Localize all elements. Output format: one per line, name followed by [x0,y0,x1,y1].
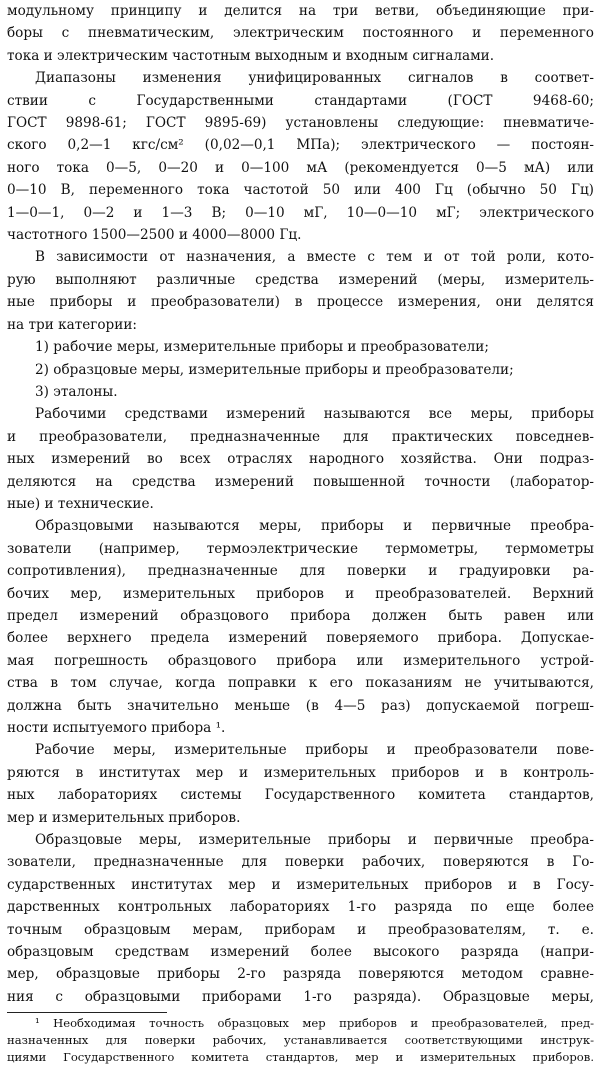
text-line: боры с пневматическим, электрическим постоянного и переменного [7,25,594,42]
text-line: Рабочими средствами измерений называются все меры, приборы [35,406,594,423]
text-line: зователи, предназначенные для поверки рабочих, поверяются в Го- [7,854,594,871]
text-line: Образцовые меры, измерительные приборы и первичные преобра- [35,832,594,849]
text-line: 0—10 В, переменного тока частотой 50 или 400 Гц (обычно 50 Гц) [7,182,594,199]
text-line: ГОСТ 9898-61; ГОСТ 9895-69) установлены следующие: пневматиче- [7,115,594,132]
text-line: ные приборы и преобразователи) в процессе измерения, они делятся [7,294,594,311]
text-line: деляются на средства измерений повышенной точности (лаборатор- [7,473,594,490]
text-line: 2) образцовые меры, измерительные приборы и преобразователи; [35,361,514,378]
text-line: В зависимости от назначения, а вместе с тем и от той роли, кото- [35,249,594,266]
text-line: должна быть значительно меньше (в 4—5 раз) допускаемой погреш- [7,697,594,714]
text-line: Образцовыми называются меры, приборы и первичные преобра- [35,518,594,535]
text-line: модульному принципу и делится на три ветви, объединяющие при- [7,3,594,19]
text-line: мая погрешность образцового прибора или измерительного устрой- [7,652,594,669]
text-line: 3) эталоны. [35,383,118,400]
text-line: Рабочие меры, измерительные приборы и преобразователи пове- [35,742,594,759]
text-line: бочих мер, измерительных приборов и преобразователей. Верхний [7,585,594,602]
text-line: ряются в институтах мер и измерительных приборов и в контроль- [7,764,594,781]
text-line: и преобразователи, предназначенные для практических повседнев- [7,428,594,445]
text-line: частотного 1500—2500 и 4000—8000 Гц. [7,227,302,244]
text-line: рую выполняют различные средства измерений (меры, измеритель- [7,271,594,288]
text-line: на три категории: [7,316,137,333]
text-line: мер и измерительных приборов. [7,809,241,826]
text-line: более верхнего предела измерений поверяемого прибора. Допускае- [7,630,594,647]
text-line: ства в том случае, когда поправки к его показаниям не учитываются, [7,675,594,692]
footnote-line: назначенных для поверки рабочих, устанавливается соответствующими инструк- [7,1033,594,1048]
text-line: ствии с Государственными стандартами (ГОСТ 9468-60; [7,92,594,109]
text-line: Диапазоны изменения унифицированных сигналов в соответ- [35,70,594,87]
footnote [7,1015,594,1066]
text-line: образцовым средствам измерений более высокого разряда (напри- [7,944,594,961]
body-text [7,0,594,1008]
text-line: 1—0—1, 0—2 и 1—3 В; 0—10 мГ, 10—0—10 мГ; электрического [7,204,594,221]
text-line: ных измерений во всех отраслях народного хозяйства. Они подраз- [7,451,594,468]
text-line: ных лабораториях системы Государственного комитета стандартов, [7,787,594,804]
text-line: ского 0,2—1 кгс/см² (0,02—0,1 МПа); электрического — постоян- [7,137,594,154]
text-line: мер, образцовые приборы 2-го разряда поверяются методом сравне- [7,966,594,983]
text-line: дарственных контрольных лабораториях 1-го разряда по еще более [7,899,594,916]
text-line: 1) рабочие меры, измерительные приборы и преобразователи; [35,339,489,356]
footnote-divider [7,1012,167,1013]
text-line: ные) и технические. [7,495,154,512]
text-line: ного тока 0—5, 0—20 и 0—100 мА (рекомендуется 0—5 мА) или [7,159,594,176]
text-line: предел измерений образцового прибора должен быть равен или [7,607,594,624]
footnote-line: циями Государственного комитета стандартов, мер и измерительных приборов. [7,1050,594,1065]
footnote-line: ¹ Необходимая точность образцовых мер приборов и преобразователей, пред- [35,1016,594,1031]
text-line: точным образцовым мерам, приборам и преобразователям, т. е. [7,921,594,938]
text-line: зователи (например, термоэлектрические термометры, термометры [7,540,594,557]
text-line: сударственных институтах мер и измерительных приборов и в Госу- [7,876,594,893]
text-line: сопротивления), предназначенные для поверки и градуировки ра- [7,563,594,580]
text-line: ности испытуемого прибора ¹. [7,720,226,736]
text-line: ния с образцовыми приборами 1-го разряда). Образцовые меры, [7,988,594,1005]
text-line: тока и электрическим частотным выходным и входным сигналами. [7,47,495,64]
